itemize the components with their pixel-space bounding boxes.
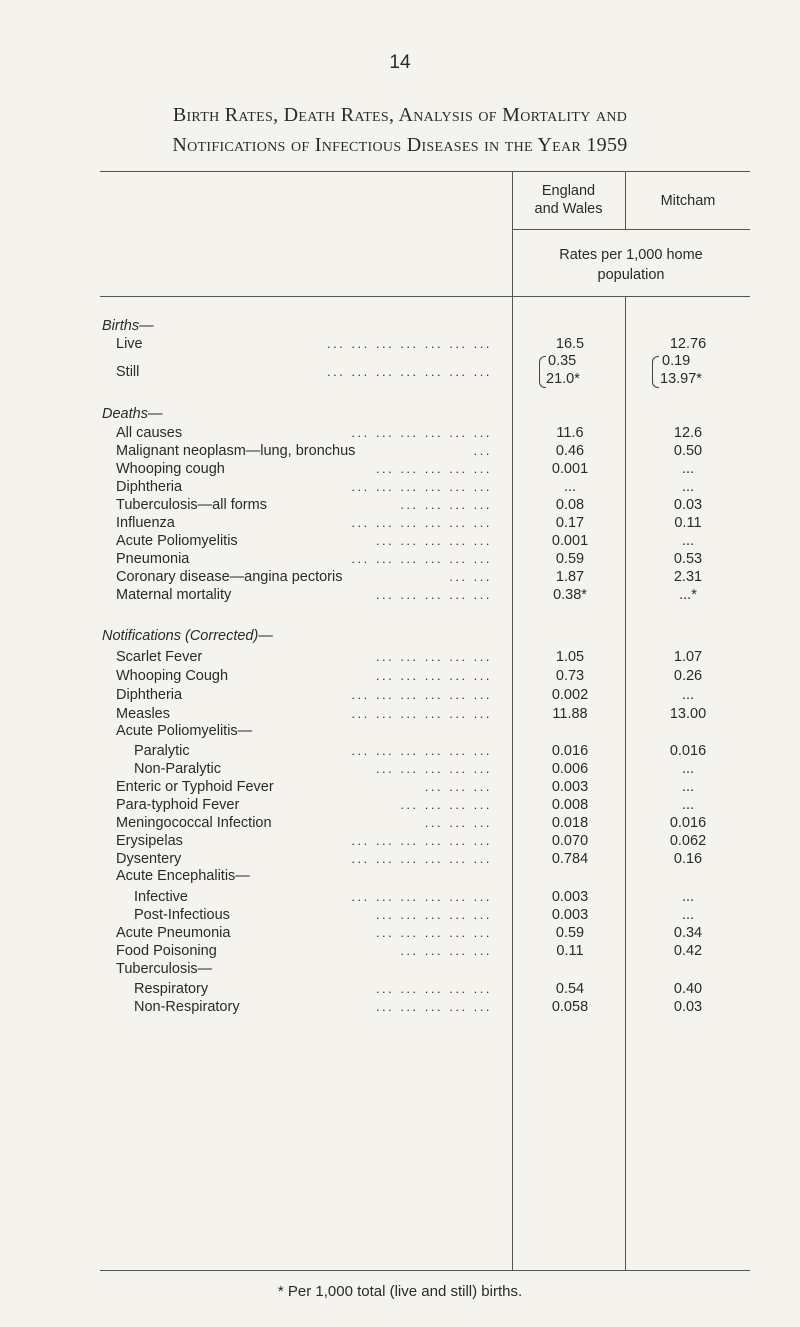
row-label: Live xyxy=(116,336,143,352)
value-mitcham: ... xyxy=(681,479,695,495)
table-row xyxy=(0,887,800,907)
value-mitcham: 0.40 xyxy=(673,981,703,997)
value-england-wales: 0.001 xyxy=(551,533,589,549)
table-row xyxy=(0,741,800,761)
row-label: Diphtheria xyxy=(116,687,183,703)
table-row xyxy=(0,666,800,686)
value-mitcham: ...* xyxy=(679,587,697,603)
row-label: Acute Poliomyelitis xyxy=(116,533,238,549)
value-england-wales: 0.11 xyxy=(556,943,584,959)
value-mitcham: 0.016 xyxy=(669,743,707,759)
table-row xyxy=(0,647,800,667)
value-england-wales: 0.54 xyxy=(555,981,585,997)
value-mitcham: ... xyxy=(681,761,695,777)
row-label: Still xyxy=(116,364,140,380)
leader-dots: ... ... xyxy=(449,569,492,584)
value-england-wales: ... xyxy=(563,479,577,495)
row-label: Whooping Cough xyxy=(116,668,229,684)
section-label: Deaths— xyxy=(102,406,163,422)
row-label: Food Poisoning xyxy=(116,943,217,959)
value-mitcham: ... xyxy=(681,889,695,905)
page-title-line-1: Birth Rates, Death Rates, Analysis of Mortality and xyxy=(172,104,628,126)
table-row xyxy=(0,777,800,797)
table-row xyxy=(0,685,800,705)
value-mitcham: 0.26 xyxy=(673,668,703,684)
value-england-wales: 0.001 xyxy=(551,461,589,477)
value-england-wales: 0.008 xyxy=(551,797,589,813)
value-mitcham: 0.50 xyxy=(673,443,703,459)
leader-dots: ... ... ... ... ... xyxy=(375,461,492,476)
table-row xyxy=(0,905,800,925)
row-label: Erysipelas xyxy=(116,833,183,849)
column-header-and-wales: and Wales xyxy=(534,201,603,217)
table-row xyxy=(0,531,800,551)
value-mitcham: 0.34 xyxy=(673,925,703,941)
row-label: Measles xyxy=(116,706,170,722)
row-label: Acute Poliomyelitis— xyxy=(116,723,253,739)
table-row xyxy=(0,795,800,815)
leader-dots: ... ... ... xyxy=(424,779,492,794)
row-label: Tuberculosis—all forms xyxy=(116,497,267,513)
leader-dots: ... ... ... ... xyxy=(400,943,492,958)
row-label: Non-Paralytic xyxy=(134,761,222,777)
leader-dots: ... ... ... ... xyxy=(400,497,492,512)
page-number: 14 xyxy=(389,52,411,73)
table-row xyxy=(0,759,800,779)
row-label: Pneumonia xyxy=(116,551,190,567)
row-label: Malignant neoplasm—lung, bronchus xyxy=(116,443,356,459)
section-heading-deaths xyxy=(0,404,800,424)
value-mitcham: ... xyxy=(681,687,695,703)
value-mitcham: ... xyxy=(681,907,695,923)
leader-dots: ... ... ... ... ... ... xyxy=(351,687,492,702)
table-row xyxy=(0,813,800,833)
row-label: Infective xyxy=(134,889,188,905)
table-row xyxy=(0,459,800,479)
leader-dots: ... ... ... ... ... ... xyxy=(351,425,492,440)
row-label: Acute Encephalitis— xyxy=(116,868,250,884)
value-england-wales: 0.38* xyxy=(553,587,587,603)
row-label: Coronary disease—angina pectoris xyxy=(116,569,343,585)
column-header-england-wales xyxy=(512,182,625,218)
value-mitcham: 0.11 xyxy=(674,515,702,531)
row-label: Respiratory xyxy=(134,981,209,997)
value-england-wales: 0.070 xyxy=(551,833,589,849)
leader-dots: ... xyxy=(473,443,492,458)
header-separator-right xyxy=(512,229,750,230)
rates-header-line-1: Rates per 1,000 home xyxy=(559,247,703,263)
rates-header xyxy=(512,245,750,285)
value-england-wales: 1.87 xyxy=(555,569,585,585)
value-england-wales: 0.018 xyxy=(551,815,589,831)
table-row xyxy=(0,441,800,461)
value-mitcham: 0.16 xyxy=(673,851,703,867)
value-england-wales: 0.17 xyxy=(555,515,585,531)
section-label: Births— xyxy=(102,318,154,334)
value-mitcham: 0.03 xyxy=(673,497,703,513)
header-bottom-rule xyxy=(100,296,750,297)
value-england-wales: 0.46 xyxy=(555,443,585,459)
row-label: Non-Respiratory xyxy=(134,999,240,1015)
section-label: Notifications (Corrected)— xyxy=(102,628,273,644)
leader-dots: ... ... ... ... ... xyxy=(375,587,492,602)
rates-header-line-2: population xyxy=(597,267,665,283)
value-mitcham: ... xyxy=(681,461,695,477)
value-england-wales: 11.88 xyxy=(552,706,588,722)
table-row xyxy=(0,549,800,569)
column-header-mitcham: Mitcham xyxy=(660,193,716,209)
row-label: Whooping cough xyxy=(116,461,225,477)
leader-dots: ... ... ... ... ... ... xyxy=(351,551,492,566)
leader-dots: ... ... ... ... ... ... ... xyxy=(326,364,492,379)
table-row xyxy=(0,941,800,961)
value-england-wales: 0.058 xyxy=(551,999,589,1015)
value-england-wales-still-rate: 0.35 xyxy=(548,353,577,369)
leader-dots: ... ... ... ... ... xyxy=(375,668,492,683)
table-row xyxy=(0,979,800,999)
value-mitcham: 0.42 xyxy=(673,943,703,959)
value-england-wales: 0.003 xyxy=(551,889,589,905)
table-row xyxy=(0,831,800,851)
value-england-wales: 1.05 xyxy=(555,649,585,665)
page-title-line-2: Notifications of Infectious Diseases in the Year 1959 xyxy=(172,134,628,156)
row-label: All causes xyxy=(116,425,183,441)
leader-dots: ... ... ... ... ... xyxy=(375,925,492,940)
leader-dots: ... ... ... ... ... ... xyxy=(351,743,492,758)
row-label: Dysentery xyxy=(116,851,182,867)
section-heading-births xyxy=(0,316,800,336)
footnote: * Per 1,000 total (live and still) births. xyxy=(277,1283,523,1300)
value-mitcham: 12.6 xyxy=(673,425,703,441)
table-row xyxy=(0,513,800,533)
value-mitcham: 0.53 xyxy=(673,551,703,567)
table-row xyxy=(0,477,800,497)
subsection-heading xyxy=(0,721,800,741)
value-mitcham: 13.00 xyxy=(669,706,707,722)
leader-dots: ... ... ... ... ... ... xyxy=(351,479,492,494)
value-england-wales: 0.59 xyxy=(555,925,585,941)
leader-dots: ... ... ... ... ... xyxy=(375,761,492,776)
value-mitcham: ... xyxy=(681,779,695,795)
leader-dots: ... ... ... ... xyxy=(400,797,492,812)
value-england-wales: 0.016 xyxy=(551,743,589,759)
row-label: Post-Infectious xyxy=(134,907,230,923)
value-mitcham-still-rate: 0.19 xyxy=(662,353,691,369)
value-england-wales: 16.5 xyxy=(555,336,585,352)
row-label: Para-typhoid Fever xyxy=(116,797,240,813)
row-label: Influenza xyxy=(116,515,175,531)
value-mitcham-still-per-total: 13.97* xyxy=(660,371,702,387)
value-mitcham: 12.76 xyxy=(669,336,707,352)
subsection-heading xyxy=(0,866,800,886)
table-row xyxy=(0,334,800,354)
section-heading-notifications xyxy=(0,626,800,646)
column-header-england: England xyxy=(541,183,596,199)
table-bottom-rule xyxy=(100,1270,750,1271)
table-row xyxy=(0,585,800,605)
row-label: Acute Pneumonia xyxy=(116,925,231,941)
leader-dots: ... ... ... ... ... ... xyxy=(351,889,492,904)
brace-england-wales xyxy=(539,356,546,388)
value-england-wales: 0.006 xyxy=(551,761,589,777)
table-row xyxy=(0,423,800,443)
leader-dots: ... ... ... ... ... xyxy=(375,649,492,664)
value-mitcham: ... xyxy=(681,797,695,813)
leader-dots: ... ... ... ... ... ... xyxy=(351,851,492,866)
value-mitcham: 0.03 xyxy=(673,999,703,1015)
value-england-wales: 0.73 xyxy=(555,668,585,684)
row-label: Meningococcal Infection xyxy=(116,815,272,831)
table-row xyxy=(0,997,800,1017)
value-england-wales: 0.002 xyxy=(551,687,589,703)
subsection-heading xyxy=(0,959,800,979)
table-row xyxy=(0,923,800,943)
leader-dots: ... ... ... ... ... xyxy=(375,533,492,548)
value-england-wales: 0.784 xyxy=(551,851,589,867)
row-label: Paralytic xyxy=(134,743,190,759)
leader-dots: ... ... ... ... ... ... xyxy=(351,706,492,721)
leader-dots: ... ... ... ... ... xyxy=(375,907,492,922)
row-label: Enteric or Typhoid Fever xyxy=(116,779,274,795)
value-england-wales: 0.08 xyxy=(555,497,585,513)
value-england-wales: 0.59 xyxy=(555,551,585,567)
leader-dots: ... ... ... ... ... xyxy=(375,981,492,996)
row-label: Diphtheria xyxy=(116,479,183,495)
row-label: Scarlet Fever xyxy=(116,649,203,665)
table-row xyxy=(0,567,800,587)
leader-dots: ... ... ... ... ... xyxy=(375,999,492,1014)
leader-dots: ... ... ... xyxy=(424,815,492,830)
table-top-rule xyxy=(100,171,750,172)
table-row xyxy=(0,495,800,515)
leader-dots: ... ... ... ... ... ... xyxy=(351,515,492,530)
brace-mitcham xyxy=(652,356,659,388)
value-mitcham: 0.016 xyxy=(669,815,707,831)
value-mitcham: 0.062 xyxy=(669,833,707,849)
value-mitcham: 2.31 xyxy=(673,569,703,585)
leader-dots: ... ... ... ... ... ... xyxy=(351,833,492,848)
row-label: Tuberculosis— xyxy=(116,961,213,977)
row-label: Maternal mortality xyxy=(116,587,232,603)
value-england-wales: 11.6 xyxy=(556,425,584,441)
value-mitcham: ... xyxy=(681,533,695,549)
leader-dots: ... ... ... ... ... ... ... xyxy=(326,336,492,351)
value-mitcham: 1.07 xyxy=(673,649,703,665)
value-england-wales: 0.003 xyxy=(551,907,589,923)
value-england-wales-still-per-total: 21.0* xyxy=(546,371,580,387)
value-england-wales: 0.003 xyxy=(551,779,589,795)
